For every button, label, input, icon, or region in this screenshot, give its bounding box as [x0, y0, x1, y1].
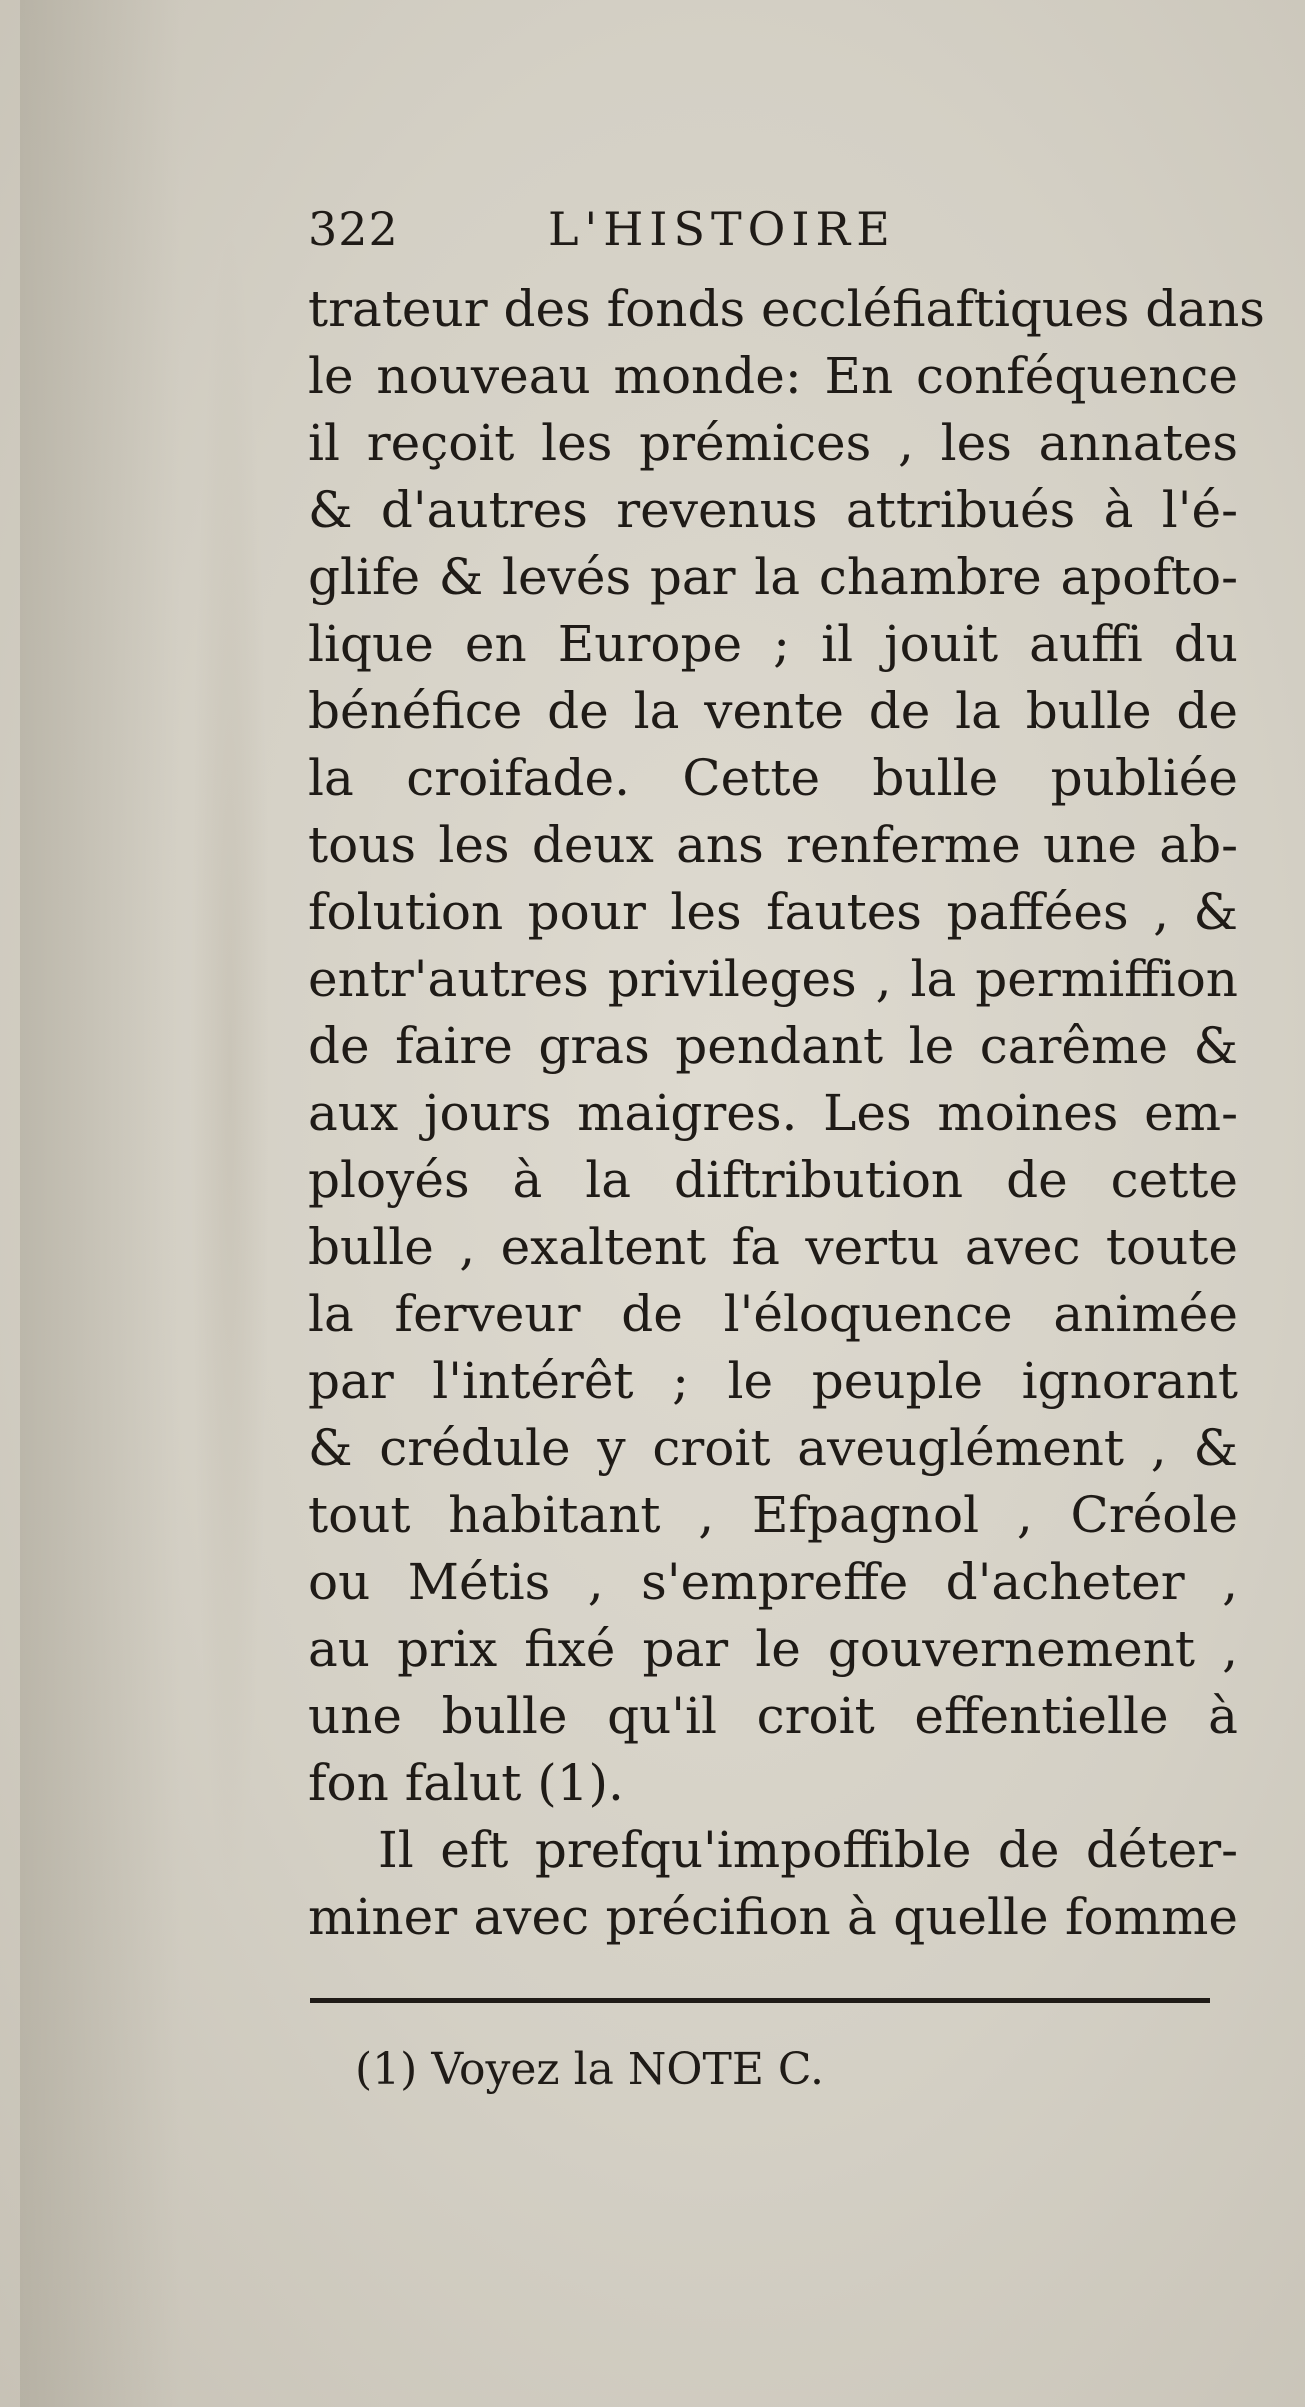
text-line: bulle , exaltent fa vertu avec toute	[308, 1218, 1238, 1276]
text-line: de faire gras pendant le carême &	[308, 1017, 1238, 1075]
text-line: tout habitant , Efpagnol , Créole	[308, 1486, 1238, 1544]
text-line: entr'autres privileges , la permiffion	[308, 950, 1238, 1008]
text-line: ou Métis , s'empreffe d'acheter ,	[308, 1553, 1238, 1611]
text-line: aux jours maigres. Les moines em-	[308, 1084, 1238, 1142]
footnote: (1) Voyez la NOTE C.	[355, 2044, 825, 2095]
text-line: une bulle qu'il croit effentielle à	[308, 1687, 1238, 1745]
footnote-rule	[310, 1998, 1210, 2003]
text-line: glife & levés par la chambre apofto-	[308, 548, 1238, 606]
text-line: miner avec précifion à quelle fomme	[308, 1888, 1238, 1946]
text-line: la ferveur de l'éloquence animée	[308, 1285, 1238, 1343]
text-line: folution pour les fautes paffées , &	[308, 883, 1238, 941]
text-line: lique en Europe ; il jouit auffi du	[308, 615, 1238, 673]
text-line: tous les deux ans renferme une ab-	[308, 816, 1238, 874]
paragraph-end-line: fon falut (1).	[308, 1754, 624, 1812]
text-line: au prix fixé par le gouvernement ,	[308, 1620, 1238, 1678]
text-line: il reçoit les prémices , les annates	[308, 414, 1238, 472]
text-line: par l'intérêt ; le peuple ignorant	[308, 1352, 1238, 1410]
page-header	[308, 202, 1208, 262]
running-title: L'HISTOIRE	[548, 202, 896, 256]
text-line: ployés à la diftribution de cette	[308, 1151, 1238, 1209]
text-line: & crédule y croit aveuglément , &	[308, 1419, 1238, 1477]
paragraph-start-line: Il eft prefqu'impoffible de déter-	[378, 1821, 1238, 1879]
margin-stain	[190, 220, 270, 1920]
text-line: le nouveau monde: En conféquence	[308, 347, 1238, 405]
page-edge-shadow	[20, 0, 180, 2407]
page-number: 322	[308, 202, 399, 256]
text-line: & d'autres revenus attribués à l'é-	[308, 481, 1238, 539]
text-line: la croifade. Cette bulle publiée	[308, 749, 1238, 807]
text-line: trateur des fonds eccléfiaftiques dans	[308, 280, 1265, 338]
body-text	[308, 276, 1265, 1951]
text-line: bénéfice de la vente de la bulle de	[308, 682, 1238, 740]
